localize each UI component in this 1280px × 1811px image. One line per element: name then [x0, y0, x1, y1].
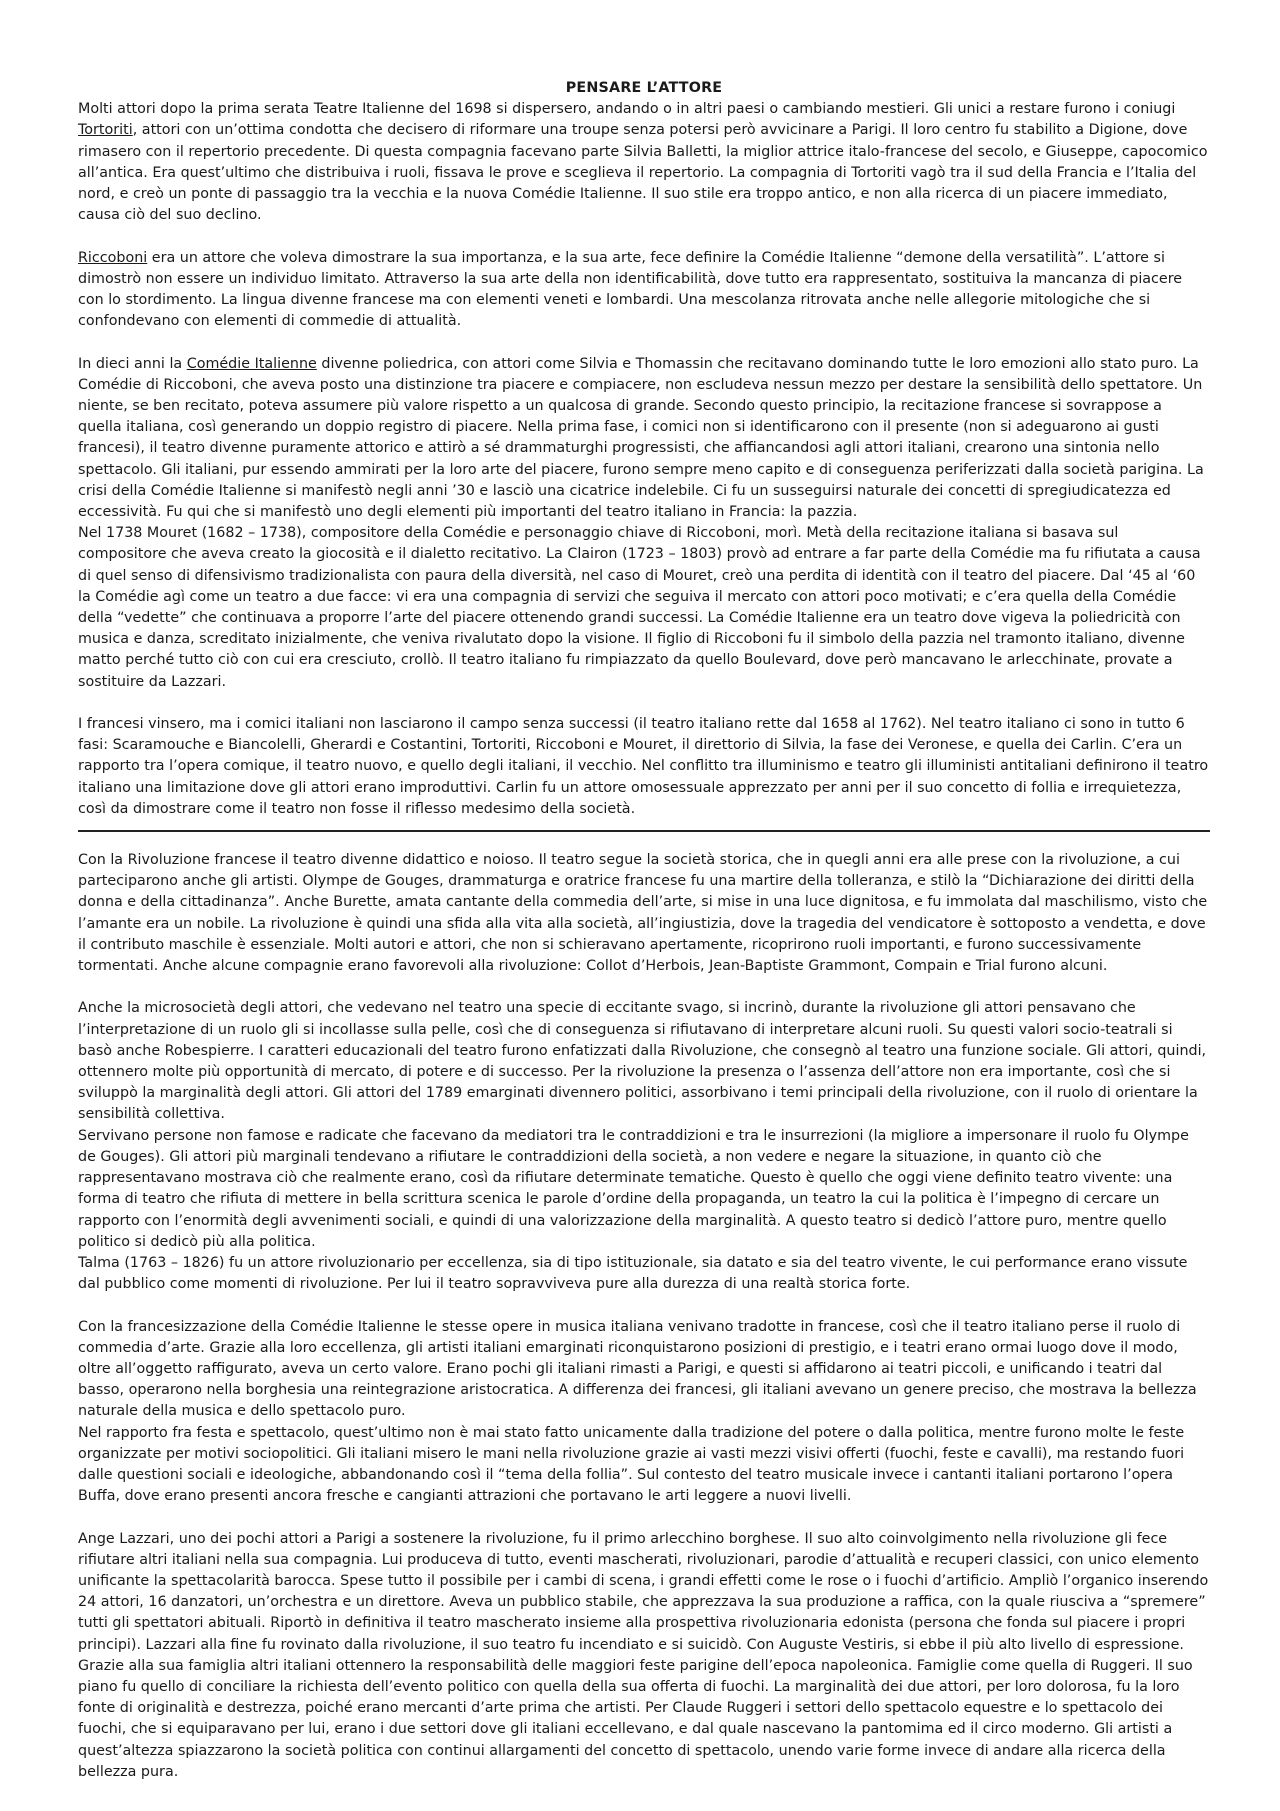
- underlined-name-comedie-italienne: Comédie Italienne: [186, 355, 317, 372]
- paragraph-festa-spettacolo: Nel rapporto fra festa e spettacolo, quest’ultimo non è mai stato fatto unicamente dalla tradizione del potere o dalla politica, mentre furono molte le feste organizzate per motivi sociopolitici. Gli italiani misero le mani nella rivoluzione grazie ai vasti mezzi visivi offerti (fuochi, feste e cavalli), ma restando fuori dalle questioni sociali e ideologiche, abbandonando così il “tema della follia”. Sul contesto del teatro musicale invece i cantanti italiani portarono l’opera Buffa, dove erano presenti ancora fresche e cangianti attrazioni che portavano le arti leggere a nuovi livelli.: [78, 1424, 1185, 1505]
- paragraph-revolution: Con la Rivoluzione francese il teatro divenne didattico e noioso. Il teatro segue la società storica, che in quegli anni era alle prese con la rivoluzione, a cui parteciparono anche gli artisti. Olympe de Gouges, drammaturga e oratrice francese fu una martire della tolleranza, e stilò la “Dichiarazione dei diritti della donna e della cittadinanza”. Anche Burette, amata cantante della commedia dell’arte, si mise in una luce dignitosa, e fu immolata dal maschilismo, visto che l’amante era un nobile. La rivoluzione è quindi una sfida alla vita alla società, all’ingiustizia, dove la tragedia del vendicatore è sottoposto a vendetta, e dove il contributo maschile è essenziale. Molti autori e attori, che non si schieravano apertamente, ricoprirono ruoli importanti, e furono successivamente tormentati. Anche alcune compagnie erano favorevoli alla rivoluzione: Collot d’Herbois, Jean-Baptiste Grammont, Compain e Trial furono alcuni.: [78, 852, 1208, 975]
- paragraph-francization: Con la francesizzazione della Comédie Italienne le stesse opere in musica italiana venivano tradotte in francese, così che il teatro italiano perse il ruolo di commedia d’arte. Grazie alla loro eccellenza, gli artisti italiani emarginati riconquistarono posizioni di prestigio, e i teatri erano ormai luogo dove il modo, oltre all’oggetto raffigurato, aveva un certo valore. Erano pochi gli italiani rimasti a Parigi, e questi si affidarono ai teatri piccoli, e unificando i teatri dal basso, operarono nella borghesia una reintegrazione aristocratica. A differenza dei francesi, gli italiani avevano un genere preciso, che mostrava la bellezza naturale della musica e dello spettacolo puro.: [78, 1318, 1197, 1420]
- paragraph-mediators: Servivano persone non famose e radicate che facevano da mediatori tra le contraddizioni e tra le insurrezioni (la migliore a impersonare il ruolo fu Olympe de Gouges). Gli attori più marginali tendevano a rifiutare le contraddizioni della società, a non vedere e negare la situazione, in quanto ciò che rappresentavano mostrava ciò che realmente erano, così da rifiutare determinate tematiche. Questo è quello che oggi viene definito teatro vivente: una forma di teatro che rifiuta di mettere in bella scrittura scenica le parole d’ordine della propaganda, un teatro la cui la politica è l’impegno di cercare un rapporto con l’enormità degli avvenimenti sociali, e quindi di una valorizzazione della marginalità. A questo teatro si dedicò l’attore puro, mentre quello politico si dedicò più alla politica.: [78, 1127, 1189, 1250]
- paragraph-text: , attori con un’ottima condotta che decisero di riformare una troupe senza potersi però avvicinare a Parigi. Il loro centro fu stabilito a Digione, dove rimasero con il repertorio precedente. Di questa compagnia facevano parte Silvia Balletti, la miglior attrice italo-francese del secolo, e Giuseppe, capocomico all’antica. Era quest’ultimo che distribuiva i ruoli, fissava le prove e sceglieva il repertorio. La compagnia di Tortoriti vagò tra il sud della Francia e l’Italia del nord, e creò un ponte di passaggio tra la vecchia e la nuova Comédie Italienne. Il suo stile era troppo antico, e non alla ricerca di un piacere immediato, causa ciò del suo declino.: [78, 122, 1208, 224]
- paragraph-text: era un attore che voleva dimostrare la sua importanza, e la sua arte, fece definire la Comédie Italienne “demone della versatilità”. L’attore si dimostrò non essere un individuo limitato. Attraverso la sua arte della non identificabilità, dove tutto era rappresentato, sostituiva la mancanza di piacere con lo stordimento. La lingua divenne francese ma con elementi veneti e lombardi. Una mescolanza ritrovata anche nelle allegorie mitologiche che si confondevano con elementi di commedie di attualità.: [78, 249, 1183, 330]
- paragraph-gap: [78, 693, 1210, 714]
- paragraph-microsociety: Anche la microsocietà degli attori, che vedevano nel teatro una specie di eccitante svago, si incrinò, durante la rivoluzione gli attori pensavano che l’interpretazione di un ruolo gli si incollasse sulla pelle, così che di conseguenza si rifiutavano di interpretare alcuni ruoli. Su questi valori socio-teatrali si basò anche Robespierre. I caratteri educazionali del teatro furono enfatizzati dalla Rivoluzione, che consegnò al teatro una funzione sociale. Gli attori, quindi, ottennero molte più opportunità di mercato, di potere e di successo. Per la rivoluzione la presenza o l’assenza dell’attore non era importante, così che si sviluppò la marginalità degli attori. Gli attori del 1789 emarginati divennero politici, assorbivano i temi principali della rivoluzione, con il ruolo di orientare la sensibilità collettiva.: [78, 1000, 1207, 1123]
- paragraph-text: Molti attori dopo la prima serata Teatre Italienne del 1698 si dispersero, andando o in altri paesi o cambiando mestieri. Gli unici a restare furono i coniugi: [78, 101, 1176, 118]
- paragraph-riccoboni: [78, 248, 1210, 333]
- underlined-name-tortoriti: Tortoriti: [78, 122, 133, 139]
- paragraph-gap: [78, 1295, 1210, 1316]
- paragraph-gap: [78, 977, 1210, 998]
- paragraph-gap: [78, 332, 1210, 353]
- paragraph-gap: [78, 1507, 1210, 1528]
- section-divider: [78, 830, 1210, 832]
- underlined-name-riccoboni: Riccoboni: [78, 249, 148, 266]
- page-title: PENSARE L’ATTORE: [565, 80, 723, 96]
- paragraph-tortoriti: [78, 99, 1210, 226]
- paragraph-talma: Talma (1763 – 1826) fu un attore rivoluzionario per eccellenza, sia di tipo istituzionale, sia datato e sia del teatro vivente, le cui performance erano vissute dal pubblico come momenti di rivoluzione. Per lui il teatro sopravviveva pure alla durezza di una realtà storica forte.: [78, 1254, 1188, 1293]
- paragraph-comedie-italienne: [78, 354, 1210, 524]
- document-page: [78, 78, 1210, 1783]
- paragraph-text: divenne poliedrica, con attori come Silvia e Thomassin che recitavano dominando tutte le loro emozioni allo stato puro. La Comédie di Riccoboni, che aveva posto una distinzione tra piacere e compiacere, non escludeva nessun mezzo per destare la sensibilità dello spettatore. Un niente, se ben recitato, poteva assumere più valore rispetto a un qualcosa di grande. Secondo questo principio, la recitazione francese si sovrappose a quella italiana, così generando un doppio registro di piacere. Nella prima fase, i comici non si identificarono con il presente (non si adeguarono ai gusti francesi), il teatro divenne puramente attorico e attirò a sé drammaturghi progressisti, che affiancandosi agli attori italiani, crearono una sintonia nello spettacolo. Gli italiani, pur essendo ammirati per la loro arte del piacere, furono sempre meno capito e di conseguenza periferizzati dalla società parigina. La crisi della Comédie Italienne si manifestò negli anni ’30 e lasciò una cicatrice indelebile. Ci fu un susseguirsi naturale dei concetti di spregiudicatezza ed eccessività. Fu qui che si manifestò uno degli elementi più importanti del teatro italiano in Francia: la pazzia.: [78, 355, 1204, 521]
- paragraph-mouret: Nel 1738 Mouret (1682 – 1738), compositore della Comédie e personaggio chiave di Riccoboni, morì. Metà della recitazione italiana si basava sul compositore che aveva creato la giocosità e il dialetto recitativo. La Clairon (1723 – 1803) provò ad entrare a far parte della Comédie ma fu rifiutata a causa di quel senso di difensivismo tradizionalista con paura della diversità, nel caso di Mouret, creò una perdita di identità con il teatro del piacere. Dal ‘45 al ‘60 la Comédie agì come un teatro a due facce: vi era una compagnia di servizi che seguiva il mercato con attori poco motivati; e c’era quella della Comédie della “vedette” che continuava a proporre l’arte del piacere ottenendo grandi successi. La Comédie Italienne era un teatro dove vigeva la poliedricità con musica e danza, screditato inizialmente, che veniva rivalutato dopo la visione. Il figlio di Riccoboni fu il simbolo della pazzia nel tramonto italiano, divenne matto perché tutto ciò con cui era cresciuto, crollò. Il teatro italiano fu rimpiazzato da quello Boulevard, dove però mancavano le arlecchinate, provate a sostituire da Lazzari.: [78, 525, 1201, 690]
- paragraph-text: In dieci anni la: [78, 355, 187, 372]
- paragraph-six-phases: I francesi vinsero, ma i comici italiani non lasciarono il campo senza successi (il teatro italiano rette dal 1658 al 1762). Nel teatro italiano ci sono in tutto 6 fasi: Scaramouche e Biancolelli, Gherardi e Costantini, Tortoriti, Riccoboni e Mouret, il direttorio di Silvia, la fase dei Veronese, e quella dei Carlin. C’era un rapporto tra l’opera comique, il teatro nuovo, e quello degli italiani, il vecchio. Nel conflitto tra illuminismo e teatro gli illuministi antitaliani definirono il teatro italiano una limitazione dove gli attori erano improduttivi. Carlin fu un attore omosessuale apprezzato per anni per il suo concetto di follia e irrequietezza, così da dimostrare come il teatro non fosse il riflesso medesimo della società.: [78, 716, 1209, 817]
- paragraph-gap: [78, 226, 1210, 247]
- paragraph-lazzari: Ange Lazzari, uno dei pochi attori a Parigi a sostenere la rivoluzione, fu il primo arlecchino borghese. Il suo alto coinvolgimento nella rivoluzione gli fece rifiutare altri italiani nella sua compagnia. Lui produceva di tutto, eventi mascherati, rivoluzionari, parodie d’attualità e recuperi classici, con unico elemento unificante la spettacolarità barocca. Spese tutto il possibile per i cambi di scena, i grandi effetti come le rose o i fuochi d’artificio. Ampliò l’organico inserendo 24 attori, 16 danzatori, un’orchestra e un direttore. Aveva un pubblico stabile, che apprezzava la sua produzione a raffica, con la quale riusciva a “spremere” tutti gli spettatori abituali. Riportò in definitiva il teatro mascherato insieme alla prospettiva rivoluzionaria edonista (persona che fonda sul piacere i propri principi). Lazzari alla fine fu rovinato dalla rivoluzione, il suo teatro fu incendiato e si suicidò. Con Auguste Vestiris, si ebbe il più alto livello di espressione. Grazie alla sua famiglia altri italiani ottennero la responsabilità delle maggiori feste parigine dell’epoca napoleonica. Famiglie come quella di Ruggeri. Il suo piano fu quello di conciliare la richiesta dell’evento politico con quella della sua offerta di fuochi. La marginalità dei due attori, per loro dolorosa, fu la loro fonte di originalità e destrezza, poiché erano mercanti d’arte prima che artisti. Per Claude Ruggeri i settori dello spettacolo equestre e lo spettacolo dei fuochi, che si equiparavano per lui, erano i due settori dove gli italiani eccellevano, e dal quale nascevano la pantomima ed il circo moderno. Gli artisti a quest’altezza spiazzarono la società politica con continui allargamenti del concetto di spettacolo, unendo varie forme invece di andare alla ricerca della bellezza pura.: [78, 1530, 1209, 1780]
